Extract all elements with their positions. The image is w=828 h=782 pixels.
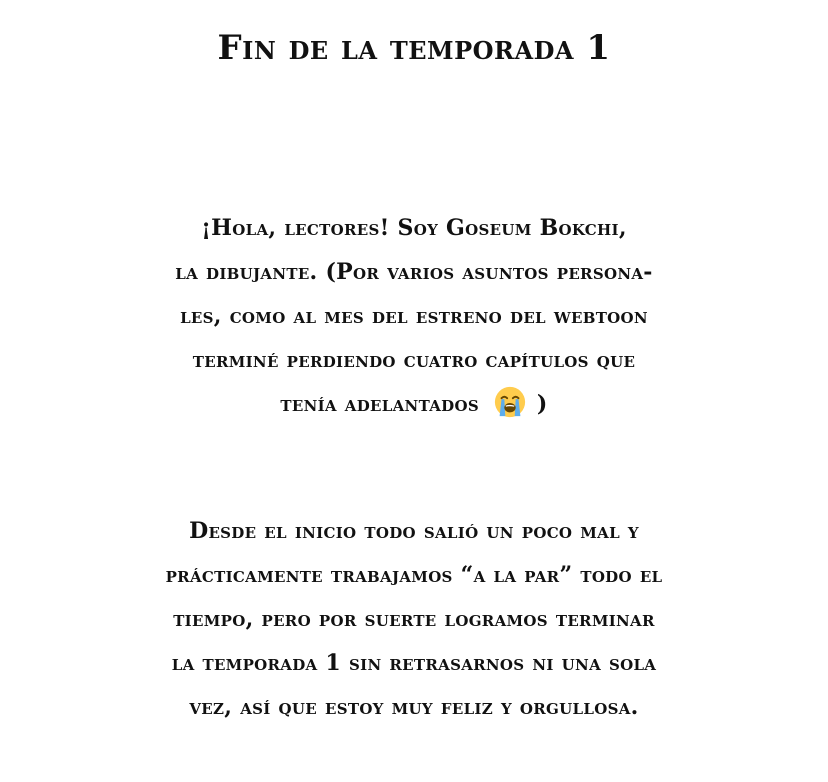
text-line: les, como al mes del estreno del webtoon [180,303,648,329]
text-line: la dibujante. (Por varios asuntos persona- [175,259,653,285]
text-segment: ) [536,391,548,417]
text-line-with-emoji [0,382,828,426]
text-segment: tenía adelantados [280,391,479,417]
text-line: la temporada 1 sin retrasarnos ni una sola [171,650,657,676]
text-line: terminé perdiendo cuatro capítulos que [192,347,636,373]
paragraph-intro [0,206,828,426]
loudly-crying-face-icon [493,385,527,419]
text-line: vez, así que estoy muy feliz y orgullosa. [189,694,639,720]
text-line: tiempo, pero por suerte logramos terminar [173,606,655,632]
paragraph-season-summary [0,509,828,729]
text-line: ¡Hola, lectores! Soy Goseum Bokchi, [201,215,627,241]
page-title: Fin de la temporada 1 [217,28,611,68]
text-line: prácticamente trabajamos “a la par” todo el [165,562,663,588]
text-line: Desde el inicio todo salió un poco mal y [189,518,639,544]
